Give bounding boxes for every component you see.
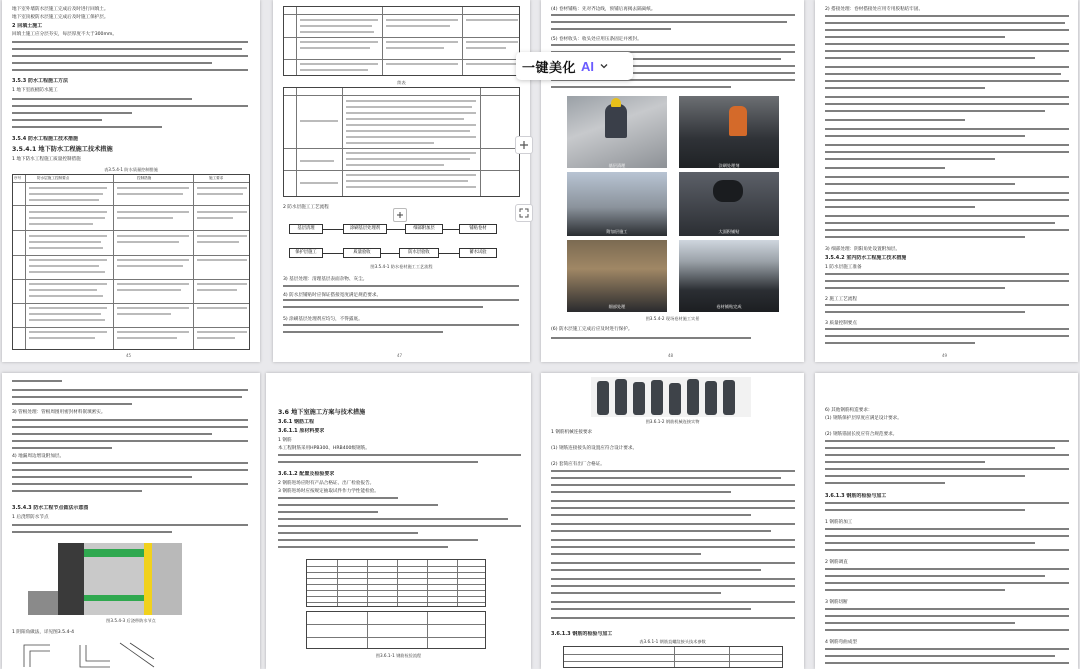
page-thumbnail[interactable] [2, 0, 260, 362]
page-thumbnail[interactable] [541, 373, 804, 669]
flow-step: 基层清理 [289, 224, 323, 234]
ai-badge[interactable]: AI [581, 58, 595, 74]
text-block [12, 523, 250, 539]
text-line: 1 钢筋 [278, 438, 292, 443]
flow-arrow [381, 253, 399, 254]
text-line: 3 钢筋进场时应按规定抽取试件作力学性能检验。 [278, 489, 379, 494]
photo-caption: 附加层施工 [606, 229, 628, 234]
expand-icon[interactable] [515, 204, 533, 222]
text-line: 2) 搭接处理：卷材搭接处应用专用胶粘结牢固。 [825, 7, 924, 12]
text-line: 1 地下室底板防水施工 [12, 88, 58, 93]
flow-arrow [387, 229, 405, 230]
section-heading: 3.5.4.3 防水工程节点做法示意图 [12, 505, 89, 511]
flow-step: 保护层施工 [289, 248, 323, 258]
data-table [306, 559, 486, 607]
photo-caption: 细部处理 [608, 304, 626, 309]
text-block [278, 496, 523, 556]
figure-caption: 图3.5.4-1 防水卷材施工工艺流程 [370, 264, 433, 269]
beautify-label[interactable]: 一键美化 [522, 60, 577, 76]
text-block [278, 453, 523, 469]
text-line: 3) 管根处理：管根周围用密封材料嵌填密实。 [12, 410, 106, 415]
table-caption: 表3.5.4-1 防水质量控制措施 [104, 167, 158, 172]
text-block [12, 97, 250, 133]
text-line: (1) 钢筋保护层厚度应满足设计要求。 [825, 416, 902, 421]
photo-caption: 涂刷处理剂 [718, 163, 740, 168]
text-block [551, 469, 797, 629]
text-line: 1 钢筋机械连接要求 [551, 430, 593, 435]
flow-step: 防水层验收 [399, 248, 439, 258]
text-line: 5) 涂刷基层处理剂应均匀，不得露底。 [283, 317, 363, 322]
text-line: 1 阴阳角做法，详见图3.5.4-4 [12, 630, 74, 635]
text-block [12, 40, 250, 78]
text-line: 4) 防水层铺贴时应保证搭接宽度满足规范要求。 [283, 293, 382, 298]
flow-step: 细部附加层 [405, 224, 443, 234]
page-number: 45 [126, 353, 132, 358]
page-thumbnail[interactable] [815, 0, 1078, 362]
text-line: 2 回填土施工 [12, 23, 43, 29]
text-line: 3 质量控制要点 [825, 321, 857, 326]
node-detail-drawing [28, 543, 188, 615]
data-table [563, 646, 783, 668]
text-line: 2 施工工艺流程 [825, 297, 857, 302]
photo-caption: 基层清理 [608, 163, 626, 168]
text-block [12, 379, 250, 505]
page-thumbnail[interactable] [266, 373, 531, 669]
text-line: (1) 钢筋连接接头的设置应符合设计要求。 [551, 446, 638, 451]
data-table [283, 6, 520, 76]
flow-step: 铺贴卷材 [459, 224, 497, 234]
text-line: (2) 钢筋锚固长度应符合规范要求。 [825, 432, 898, 437]
text-line: 4 钢筋弯曲成型 [825, 640, 857, 645]
text-line: 1 防水层施工准备 [825, 265, 862, 270]
text-line: 地下室顶板防水层施工完成后及时施工保护层。 [12, 15, 109, 20]
flow-arrow [439, 253, 459, 254]
flow-arrow [443, 229, 459, 230]
page-thumbnail[interactable] [273, 0, 530, 362]
text-line: 2 钢筋进场应附有产品合格证、出厂检验报告。 [278, 481, 375, 486]
page-thumbnail[interactable] [815, 373, 1078, 669]
data-table [306, 611, 486, 649]
text-line: (5) 卷材收头：收头处应用压条固定并密封。 [551, 37, 642, 42]
corner-detail-drawing [20, 639, 160, 669]
page-number: 49 [942, 353, 948, 358]
chevron-down-icon[interactable] [598, 61, 609, 72]
text-block [825, 272, 1071, 352]
site-photo [679, 96, 779, 168]
site-photo [567, 96, 667, 168]
photo-caption: 大面积铺贴 [718, 229, 740, 234]
figure-caption: 图3.6.1-2 钢筋机械连接实物 [645, 419, 700, 424]
insert-plus-icon[interactable] [393, 208, 407, 222]
flow-step: 质量验收 [343, 248, 381, 258]
photo-caption: 卷材铺贴完成 [716, 304, 742, 309]
page-thumbnail[interactable] [2, 373, 260, 669]
table-caption: 表3.6.1-1 钢筋直螺纹接头技术参数 [639, 639, 706, 644]
beautify-toolbar[interactable] [516, 52, 633, 80]
text-line: 地下室外墙防水层施工完成后及时进行回填土。 [12, 7, 109, 12]
site-photo [567, 172, 667, 236]
text-line: 1 地下防水工程施工质量控制措施 [12, 157, 81, 162]
text-line: 2 钢筋调直 [825, 560, 848, 565]
text-line: 4) 地漏周边增设附加层。 [12, 454, 65, 459]
table-header: 施工要求 [209, 176, 224, 180]
text-line: 本工程钢筋采用HPB300、HRB400级钢筋。 [278, 446, 370, 451]
section-heading: 3.6.1.3 钢筋的检验与加工 [825, 493, 887, 499]
text-line: (2) 套筒应有出厂合格证。 [551, 462, 605, 467]
section-heading: 3.5.4.1 地下防水工程施工技术措施 [12, 146, 113, 153]
section-heading: 3.6.1.1 原材料要求 [278, 428, 325, 434]
table-caption: 续表 [397, 80, 406, 85]
text-block [283, 284, 521, 344]
text-line: 回填土施工应分层夯实，每层厚度不大于300mm。 [12, 32, 118, 37]
figure-caption: 图3.5.4-2 现场卷材施工实景 [645, 316, 700, 321]
text-line: 2 防水层施工工艺流程 [283, 205, 329, 210]
text-line: 1 后浇带防水节点 [12, 515, 49, 520]
section-heading: 3.5.4.2 室内防水工程施工技术措施 [825, 255, 907, 261]
table-header: 防水层施工控制要点 [37, 176, 70, 180]
page-number: 48 [668, 353, 674, 358]
flow-arrow [323, 229, 343, 230]
site-photo [679, 172, 779, 236]
flow-step: 蓄水试验 [459, 248, 497, 258]
section-heading: 3.6.1 钢筋工程 [278, 419, 314, 425]
text-line: 3) 细部处理：阴阳角处设置附加层。 [825, 247, 901, 252]
text-line: (4) 卷材铺贴：先对齐边线，预铺后再揭去隔离纸。 [551, 7, 656, 12]
text-line: 3) 基层处理：清理基层表面杂物、灰尘。 [283, 277, 368, 282]
table-header: 控制措施 [137, 176, 152, 180]
page-number: 47 [397, 353, 403, 358]
section-heading: 3.6.1.2 配置及检验要求 [278, 471, 335, 477]
figure-caption: 图3.5.4-3 后浇带防水节点 [106, 618, 156, 623]
chapter-heading: 3.6 地下室施工方案与技术措施 [278, 409, 366, 416]
text-block [825, 439, 1071, 669]
figure-caption: 图3.6.1-1 钢筋检验流程 [375, 653, 422, 658]
text-line: 1 钢筋的加工 [825, 520, 853, 525]
text-block [825, 14, 1071, 244]
plus-icon[interactable] [515, 136, 533, 154]
text-line: 3 钢筋切断 [825, 600, 848, 605]
section-heading: 3.6.1.3 钢筋的检验与加工 [551, 631, 613, 637]
text-line: (6) 防水层施工完成后应及时进行保护。 [551, 327, 633, 332]
data-table [12, 174, 250, 350]
table-header: 序号 [14, 176, 22, 180]
flow-arrow [323, 253, 343, 254]
site-photo [679, 240, 779, 312]
text-line: 6) 其他钢筋构造要求： [825, 408, 873, 413]
rebar-photo [591, 377, 751, 417]
data-table [283, 87, 520, 197]
section-heading: 3.5.4 防水工程施工技术措施 [12, 136, 78, 142]
flow-step: 涂刷基层处理剂 [343, 224, 387, 234]
section-heading: 3.5.3 防水工程施工方法 [12, 78, 68, 84]
text-block [551, 334, 797, 348]
site-photo [567, 240, 667, 312]
